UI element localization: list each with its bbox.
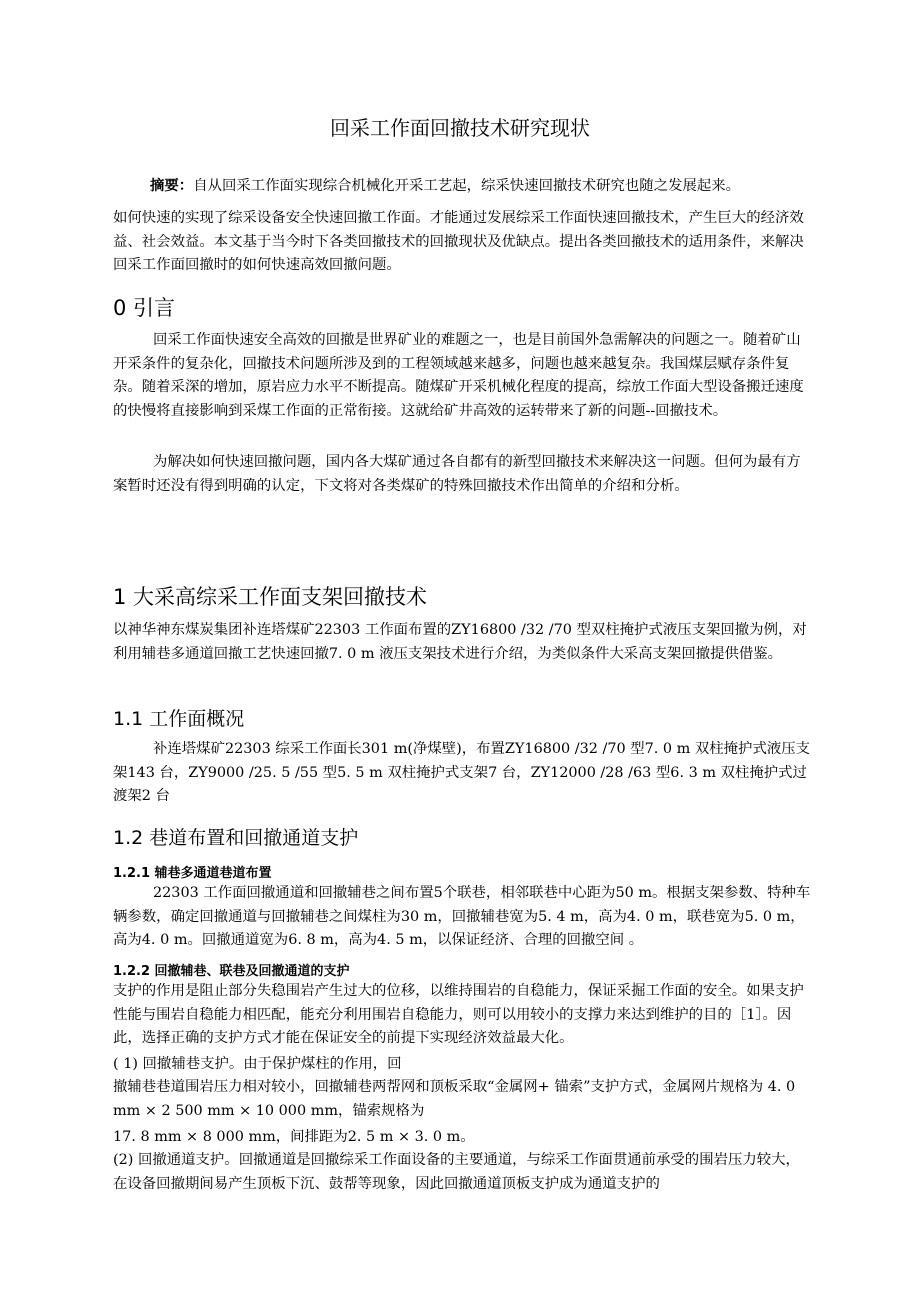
section-1-2-2-text: 支护的作用是阻止部分失稳围岩产生过大的位移，以维持围岩的自稳能力，保证采掘工作面的安全。如果支护性能与围岩自稳能力相匹配，能充分利用围岩自稳能力，则可以用较小的支撑力来达到维护的目的［1］。因此，选择正确的支护方式才能在保证安全的前提下实现经济效益最大化。 [113,983,804,1046]
section-1-intro: 以神华神东煤炭集团补连塔煤矿22303 工作面布置的ZY16800 /32 /70 型双柱掩护式液压支架回撤为例，对利用辅巷多通道回撤工艺快速回撤7. 0 m 液压支架技术进行介绍，为类似条件大采高支架回撤提供借鉴。 [113,622,807,662]
section-0-heading: 0 引言 [113,296,176,320]
abstract-body: 如何快速的实现了综采设备安全快速回撤工作面。才能通过发展综采工作面快速回撤技术，产生巨大的经济效益、社会效益。本文基于当今时下各类回撤技术的回撤现状及优缺点。提出各类回撤技术的适用条件，来解决回采工作面回撤时的如何快速高效回撤问题。 [113,210,804,273]
document-title: 回采工作面回撤技术研究现状 [330,116,590,140]
item-1-body: 撤辅巷巷道围岩压力相对较小，回撤辅巷两帮网和顶板采取“金属网+ 锚索”支护方式，金属网片规格为 4. 0 mm × 2 500 mm × 10 000 mm，锚索规格为 [113,1079,796,1119]
section-0-paragraph-2: 为解决如何快速回撤问题，国内各大煤矿通过各自都有的新型回撤技术来解决这一问题。但何为最有方案暂时还没有得到明确的认定，下文将对各类煤矿的特殊回撤技术作出简单的介绍和分析。 [113,454,801,494]
abstract-first-line [150,175,830,199]
item-2-text: (2) 回撤通道支护。回撤通道是回撤综采工作面设备的主要通道，与综采工作面贯通前承受的围岩压力较大，在设备回撤期间易产生顶板下沉、鼓帮等现象，因此回撤通道顶板支护成为通道支护的 [113,1152,800,1192]
section-1-1-heading: 1.1 工作面概况 [113,708,245,730]
item-1-first-line: ( 1) 回撤辅巷支护。由于保护煤柱的作用，回 [113,1056,402,1072]
abstract-first-text: 自从回采工作面实现综合机械化开采工艺起，综采快速回撤技术研究也随之发展起来。 [193,178,741,194]
section-1-2-heading: 1.2 巷道布置和回撤通道支护 [113,827,359,849]
section-1-heading: 1 大采高综采工作面支架回撤技术 [113,585,428,609]
section-0-paragraph-1: 回采工作面快速安全高效的回撤是世界矿业的难题之一，也是目前国外急需解决的问题之一。随着矿山开采条件的复杂化，回撤技术问题所涉及到的工程领域越来越多，问题也越来越复杂。我国煤层赋存条件复杂。随着采深的增加，原岩应力水平不断提高。随煤矿开采机械化程度的提高，综放工作面大型设备搬迁速度的快慢将直接影响到采煤工作面的正常衔接。这就给矿井高效的运转带来了新的问题--回撤技术。 [113,332,804,419]
section-1-2-2-heading: 1.2.2 回撤辅巷、联巷及回撤通道的支护 [113,964,350,979]
section-1-2-1-text: 22303 工作面回撤通道和回撤辅巷之间布置5个联巷，相邻联巷中心距为50 m。根据支架参数、特种车辆参数，确定回撤通道与回撤辅巷之间煤柱为30 m，回撤辅巷宽为5. 4 m，高为4. 0 m，联巷宽为5. 0 m，高为4. 0 m。回撤通道宽为6. 8 m，高为4. 5 m，以保证经济、合理的回撤空间 。 [113,885,811,948]
abstract-label: 摘要： [150,178,194,194]
section-1-1-text: 补连塔煤矿22303 综采工作面长301 m(净煤壁)，布置ZY16800 /32 /70 型7. 0 m 双柱掩护式液压支架143 台，ZY9000 /25. 5 /55 型5. 5 m 双柱掩护式支架7 台，ZY12000 /28 /63 型6. 3 m 双柱掩护式过渡架2 台 [113,741,811,804]
section-1-2-1-heading: 1.2.1 辅巷多通道巷道布置 [113,866,272,881]
item-1-last-line: 17. 8 mm × 8 000 mm，间排距为2. 5 m × 3. 0 m。 [113,1129,475,1145]
